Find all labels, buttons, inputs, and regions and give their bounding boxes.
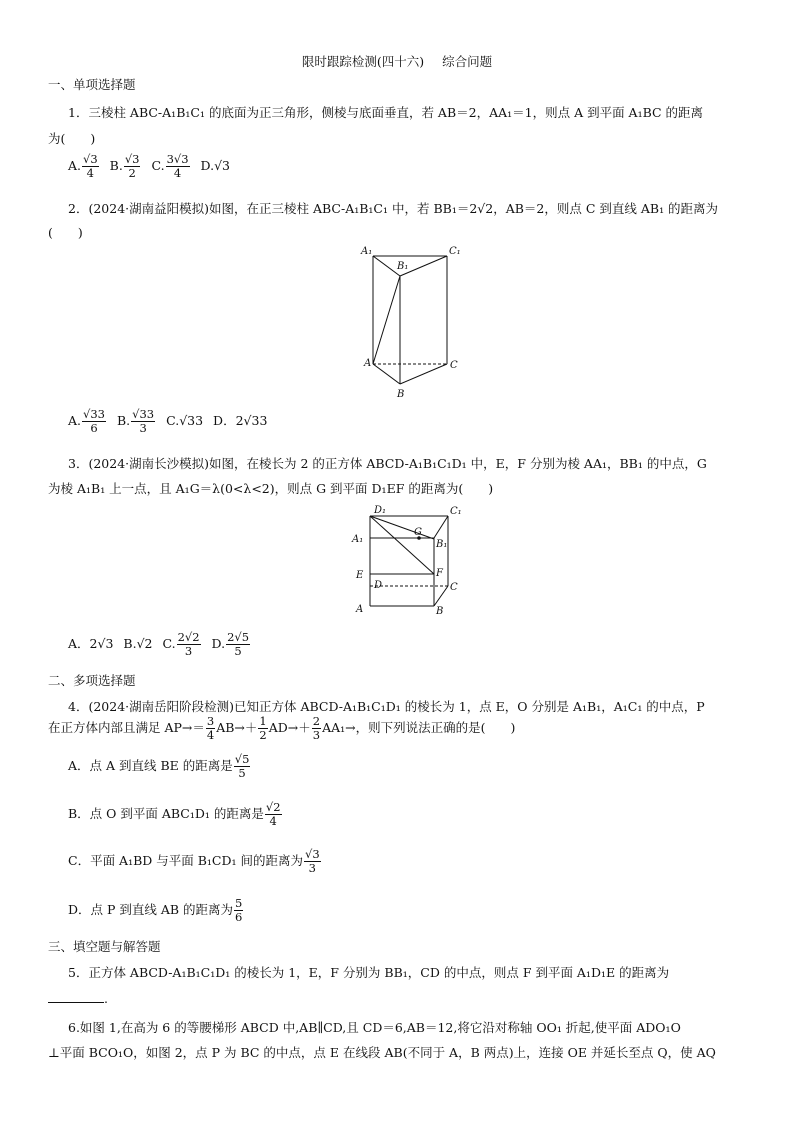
q5-end: .	[104, 991, 108, 1006]
denominator: 3	[308, 861, 316, 875]
q1-options	[48, 152, 778, 180]
label-b: B	[436, 606, 444, 617]
option-label: B.	[116, 413, 131, 428]
segment-d1f	[370, 516, 434, 574]
denominator: 4	[86, 166, 94, 180]
q4-option-a[interactable]	[48, 752, 778, 780]
label-b1: B₁	[436, 539, 448, 550]
edge-ab	[373, 364, 400, 384]
fraction	[131, 408, 155, 435]
section-heading-multiple-choice: 二、多项选择题	[48, 673, 136, 688]
q2-stem-line2: ( )	[48, 225, 83, 240]
denominator: 4	[269, 814, 277, 828]
q3-options	[48, 630, 778, 658]
numerator: √33	[132, 407, 155, 421]
q4-option-b[interactable]	[48, 800, 778, 828]
numerator: 1	[259, 714, 267, 728]
q3-stem-line2: 为棱 A₁B₁ 上一点，且 A₁G＝λ(0<λ<2)，则点 G 到平面 D₁EF 的距离为( )	[48, 481, 494, 496]
numerator: 3	[206, 714, 215, 728]
fraction	[226, 631, 250, 658]
denominator: 6	[235, 910, 243, 924]
q3-option-c[interactable]	[162, 630, 201, 658]
option-label: A.	[68, 413, 82, 428]
denominator: 2	[259, 728, 267, 742]
option-text: C．平面 A₁BD 与平面 B₁CD₁ 间的距离为	[68, 853, 303, 868]
fraction	[304, 848, 321, 875]
denominator: 3	[312, 728, 321, 742]
denominator: 4	[173, 166, 182, 180]
q2-options	[48, 407, 778, 435]
numerator: √3	[83, 152, 98, 166]
fraction	[234, 753, 251, 780]
option-label: D.	[200, 158, 215, 173]
fraction	[258, 715, 267, 742]
segment-ab1	[373, 276, 400, 364]
numerator: √3	[305, 847, 320, 861]
q3-option-d[interactable]	[212, 630, 252, 658]
option-label: C.	[166, 413, 180, 428]
q1-stem-line2: 为( )	[48, 131, 96, 146]
label-c1: C₁	[450, 506, 462, 517]
label-d: D	[374, 580, 383, 591]
numerator: 2	[312, 714, 321, 728]
option-label: B.	[123, 636, 137, 651]
edge-bc	[434, 586, 448, 606]
numerator: 2√5	[227, 630, 250, 644]
fraction	[234, 897, 243, 924]
numerator: √33	[83, 407, 105, 421]
q1-option-b[interactable]	[110, 152, 142, 180]
option-label: B.	[109, 158, 123, 173]
fraction	[82, 408, 106, 435]
q2-stem-line1: 2．(2024·湖南益阳模拟)如图，在正三棱柱 ABC-A₁B₁C₁ 中，若 BB₁＝2√2，AB＝2，则点 C 到直线 AB₁ 的距离为	[68, 201, 719, 216]
option-value: √3	[214, 158, 230, 173]
option-label: C.	[151, 158, 165, 173]
label-a1: A₁	[361, 246, 373, 257]
option-label: C.	[162, 636, 176, 651]
fraction	[124, 153, 141, 180]
fraction	[82, 153, 99, 180]
numerator: 3√3	[166, 152, 189, 166]
edge-d1-b1-diag	[370, 516, 434, 539]
numerator: √5	[234, 752, 250, 766]
label-g: G	[414, 527, 422, 538]
q6-stem-line1: 6.如图 1,在高为 6 的等腰梯形 ABCD 中,AB∥CD,且 CD＝6,AB＝12,将它沿对称轴 OO₁ 折起,使平面 ADO₁O	[68, 1020, 681, 1035]
denominator: 3	[139, 421, 147, 435]
option-label: A.	[68, 158, 82, 173]
label-a: A	[364, 358, 372, 369]
q4-text: AB→＋	[216, 720, 258, 735]
numerator: 5	[235, 896, 243, 910]
q4-stem-line1: 4．(2024·湖南岳阳阶段检测)已知正方体 ABCD-A₁B₁C₁D₁ 的棱长为 1，点 E，O 分别是 A₁B₁，A₁C₁ 的中点，P	[68, 699, 705, 714]
denominator: 2	[128, 166, 136, 180]
label-d1: D₁	[374, 505, 387, 516]
label-b1: B₁	[397, 261, 409, 272]
q2-option-d[interactable]	[213, 407, 267, 435]
option-value: √33	[179, 413, 204, 428]
section-heading-fill-in: 三、填空题与解答题	[48, 939, 161, 954]
q3-stem-line1: 3．(2024·湖南长沙模拟)如图，在棱长为 2 的正方体 ABCD-A₁B₁C₁D₁ 中，E，F 分别为棱 AA₁，BB₁ 的中点，G	[68, 456, 707, 471]
page-title	[0, 52, 794, 70]
label-b: B	[397, 389, 405, 400]
fraction	[166, 153, 190, 180]
option-value: 2√33	[235, 413, 268, 428]
numerator: √2	[265, 800, 281, 814]
edge-a1b1	[373, 256, 400, 276]
label-e: E	[356, 570, 364, 581]
edge-c1b1	[434, 516, 448, 538]
fraction	[206, 715, 215, 742]
q4-text: AA₁→，则下列说法正确的是( )	[322, 720, 516, 735]
q4-stem-line2	[48, 714, 758, 742]
option-value: 2√3	[89, 636, 114, 651]
q4-text: AD→＋	[268, 720, 311, 735]
q1-option-d[interactable]	[201, 152, 230, 180]
fraction	[265, 801, 282, 828]
label-a: A	[356, 604, 364, 615]
label-a1: A₁	[352, 534, 364, 545]
denominator: 5	[234, 644, 242, 658]
option-text: A．点 A 到直线 BE 的距离是	[68, 758, 233, 773]
denominator: 6	[90, 421, 98, 435]
fraction	[312, 715, 321, 742]
q3-option-b[interactable]	[123, 630, 152, 658]
q2-option-b[interactable]	[117, 407, 156, 435]
option-label: D.	[211, 636, 226, 651]
q2-prism-figure	[355, 242, 470, 402]
q1-option-c[interactable]	[151, 152, 190, 180]
q2-option-a[interactable]	[68, 407, 107, 435]
title-main: 限时跟踪检测(四十六)	[301, 54, 425, 69]
option-text: D．点 P 到直线 AB 的距离为	[68, 902, 234, 917]
label-c: C	[450, 582, 458, 593]
q4-option-c[interactable]	[48, 847, 778, 875]
section-heading-single-choice: 一、单项选择题	[48, 77, 136, 92]
q4-text: 在正方体内部且满足 AP→＝	[48, 720, 205, 735]
q3-option-a[interactable]	[68, 630, 113, 658]
q1-stem-line1: 1．三棱柱 ABC-A₁B₁C₁ 的底面为正三角形，侧棱与底面垂直，若 AB＝2，AA₁＝1，则点 A 到平面 A₁BC 的距离	[68, 105, 704, 120]
numerator: 2√2	[177, 630, 200, 644]
edge-bc	[400, 364, 447, 384]
option-text: B．点 O 到平面 ABC₁D₁ 的距离是	[68, 806, 264, 821]
q1-option-a[interactable]	[68, 152, 100, 180]
q5-stem-line1: 5．正方体 ABCD-A₁B₁C₁D₁ 的棱长为 1，E，F 分别为 BB₁，CD 的中点，则点 F 到平面 A₁D₁E 的距离为	[68, 965, 670, 980]
label-c: C	[450, 360, 458, 371]
answer-blank[interactable]	[48, 990, 104, 1003]
denominator: 4	[206, 728, 215, 742]
denominator: 3	[184, 644, 193, 658]
q5-stem-line2	[48, 990, 758, 1008]
fraction	[177, 631, 201, 658]
q6-stem-line2: ⊥平面 BCO₁O，如图 2，点 P 为 BC 的中点，点 E 在线段 AB(不同于 A，B 两点)上，连接 OE 并延长至点 Q，使 AQ	[48, 1045, 716, 1060]
denominator: 5	[238, 766, 246, 780]
title-sub: 综合问题	[442, 54, 493, 69]
option-value: √2	[136, 636, 153, 651]
q3-cube-figure	[344, 502, 484, 618]
option-label: A．	[68, 636, 90, 651]
numerator: √3	[124, 152, 140, 166]
label-c1: C₁	[449, 246, 461, 257]
q2-option-c[interactable]	[166, 407, 203, 435]
label-f: F	[436, 568, 443, 579]
option-label: D．	[213, 413, 236, 428]
q4-option-d[interactable]	[48, 896, 778, 924]
